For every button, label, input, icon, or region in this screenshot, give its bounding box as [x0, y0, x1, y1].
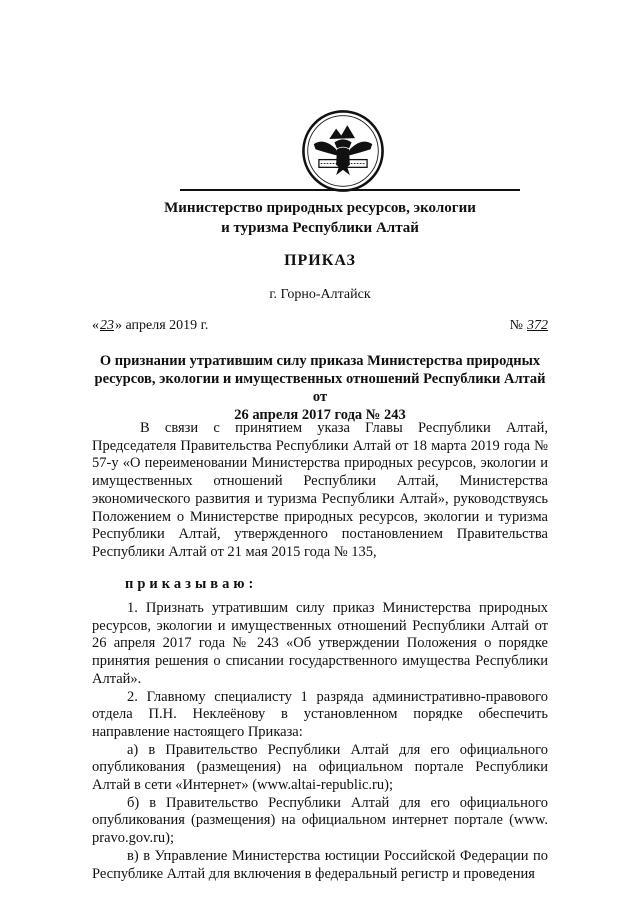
order-subject: О признании утратившим силу приказа Министерства природных ресурсов, экологии и имущественных отношений Республики Алтай от 26 апреля 2017 года № 243	[94, 353, 546, 423]
ministry-name: Министерство природных ресурсов, экологии и туризма Республики Алтай	[164, 200, 476, 236]
order-number-value: 372	[527, 318, 548, 333]
order-item: а) в Правительство Республики Алтай для его официального опубликования (размещения) на официальном портале Республики Алтай в сети «Интернет» (www.altai-republic.ru);	[92, 741, 548, 794]
order-item: 2. Главному специалисту 1 разряда административно-правового отдела П.Н. Неклеёнову в установленном порядке обеспечить направление настоящего Приказа:	[92, 688, 548, 740]
order-date: «23» апреля 2019 г.	[92, 318, 209, 333]
city: г. Горно-Алтайск	[269, 287, 371, 302]
coat-of-arms-emblem	[300, 108, 386, 194]
order-item: 1. Признать утратившим силу приказ Министерства природных ресурсов, экологии и имущественных отношений Республики Алтай от 26 апреля 2017 года № 243 «Об утверждении Положения о порядке принятия решения о списании государственного имущества Республики Алтай».	[92, 600, 548, 687]
order-title: ПРИКАЗ	[284, 252, 356, 269]
order-item: в) в Управление Министерства юстиции Российской Федерации по Республике Алтай для включения в федеральный регистр и проведения	[92, 847, 548, 882]
dateline	[92, 318, 548, 338]
decree-word: приказываю:	[125, 576, 258, 592]
preamble-paragraph: В связи с принятием указа Главы Республики Алтай, Председателя Правительства Республики Алтай от 18 марта 2019 года № 57-у «О переименовании Министерства природных ресурсов, экологии и имущественных отношений Республики Алтай, Министерства экономического развития и туризма Республики Алтай», руководствуясь Положением о Министерстве природных ресурсов, экологии и туризма Республики Алтай, утвержденного постановлением Правительства Республики Алтай от 21 мая 2015 года № 135,	[92, 420, 548, 560]
order-number: № 372	[509, 318, 548, 333]
order-items	[92, 600, 548, 883]
header-rule	[180, 189, 520, 191]
order-day: 23	[100, 318, 114, 333]
order-item: б) в Правительство Республики Алтай для его официального опубликования (размещения) на официальном интернет портале (www. pravo.gov.ru);	[92, 794, 548, 847]
